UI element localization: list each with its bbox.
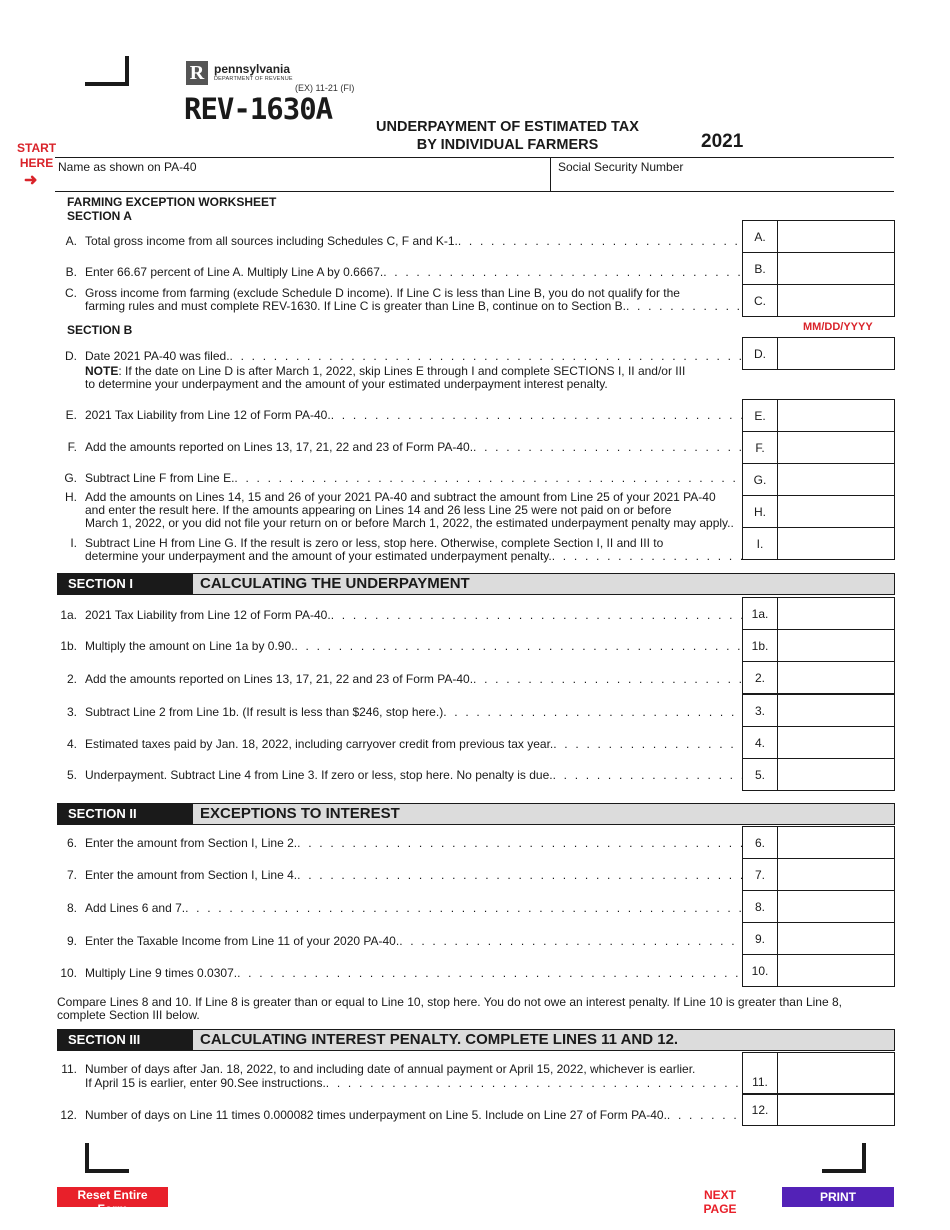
line-3-input[interactable] <box>779 696 893 725</box>
line-text: Subtract Line 2 from Line 1b. (If result is less than $246, stop here.) <box>85 706 444 719</box>
line-c-input[interactable] <box>779 286 893 315</box>
section-b-label: SECTION B <box>67 323 133 337</box>
box-label: 2. <box>743 662 778 693</box>
line-10-input[interactable] <box>779 956 893 985</box>
box-label: D. <box>743 338 778 369</box>
line-d-date-input[interactable] <box>779 339 893 368</box>
box-f <box>742 431 895 464</box>
line-id: 10. <box>60 966 77 980</box>
line-1b-input[interactable] <box>779 631 893 660</box>
line-text: Subtract Line H from Line G. If the result is zero or less, stop here. Otherwise, complete Section I, II and III to <box>85 536 664 550</box>
box-6 <box>742 826 895 859</box>
line-text: Enter the Taxable Income from Line 11 of your 2020 PA-40. <box>85 935 400 948</box>
line-text: Multiply Line 9 times 0.0307. <box>85 967 238 980</box>
dot-leader <box>443 706 745 719</box>
box-12 <box>742 1094 895 1126</box>
dot-leader <box>230 350 745 363</box>
line-id: 2. <box>66 672 77 686</box>
line-id: D. <box>65 349 77 363</box>
dot-leader <box>297 837 745 850</box>
line-a-input[interactable] <box>779 222 893 251</box>
form-title-line2: BY INDIVIDUAL FARMERS <box>416 137 599 153</box>
box-label: E. <box>743 400 778 431</box>
crop-mark-bottom-left <box>85 1143 129 1173</box>
box-c <box>742 284 895 317</box>
date-format-hint: MM/DD/YYYY <box>803 321 873 333</box>
box-label: 9. <box>743 923 778 954</box>
line-id: 12. <box>60 1108 77 1122</box>
line-text: Number of days on Line 11 times 0.000082 times underpayment on Line 5. Include on Line 27 of Form PA-40. <box>85 1109 667 1122</box>
box-e <box>742 399 895 432</box>
line-text: Enter the amount from Section I, Line 4. <box>85 869 298 882</box>
line-text: Add the amounts on Lines 14, 15 and 26 of your 2021 PA-40 and subtract the amount from Line 25 of your 2021 PA-40 <box>85 490 716 504</box>
dot-leader <box>473 441 745 454</box>
line-id: A. <box>65 234 77 248</box>
line-6-input[interactable] <box>779 828 893 857</box>
box-label: 8. <box>743 891 778 922</box>
line-4-input[interactable] <box>779 728 893 757</box>
section-a-label: SECTION A <box>67 209 132 223</box>
box-label: 12. <box>743 1095 778 1125</box>
line-text-2: and enter the result here. If the amounts appearing on Lines 14 and 26 less Line 25 were not paid on or before <box>85 503 672 517</box>
dot-leader <box>185 902 745 915</box>
line-id: 6. <box>66 836 77 850</box>
compare-instructions <box>57 996 895 1022</box>
here-word: HERE <box>19 156 54 170</box>
line-id: 5. <box>66 768 77 782</box>
section-2-heading: EXCEPTIONS TO INTEREST <box>200 805 400 822</box>
reset-form-button[interactable]: Reset Entire Form <box>57 1187 168 1207</box>
name-label: Name as shown on PA-40 <box>58 160 197 174</box>
line-id: F. <box>67 440 77 454</box>
line-id: 8. <box>66 901 77 915</box>
line-id: H. <box>65 490 77 504</box>
box-b <box>742 252 895 285</box>
line-text: Date 2021 PA-40 was filed. <box>85 350 230 363</box>
box-label: H. <box>743 496 778 527</box>
tax-year: 2021 <box>701 131 744 152</box>
box-label: A. <box>743 221 778 252</box>
line-text: Gross income from farming (exclude Schedule D income). If Line C is less than Line B, you do not qualify for the <box>85 286 680 300</box>
line-f-input[interactable] <box>779 433 893 462</box>
form-number: REV-1630A <box>184 92 333 126</box>
box-label: 7. <box>743 859 778 890</box>
box-10 <box>742 954 895 987</box>
dot-leader <box>383 266 745 279</box>
section-1-tag: SECTION I <box>58 574 193 594</box>
crop-mark-top-left <box>85 56 129 86</box>
box-g <box>742 463 895 496</box>
line-id: G. <box>64 471 77 485</box>
dot-leader <box>552 550 745 563</box>
dot-leader <box>237 967 745 980</box>
box-3 <box>742 694 895 727</box>
section-2-tag: SECTION II <box>58 804 193 824</box>
line-text-3: March 1, 2022, or you did not file your return on or before March 1, 2022, the estimated underpayment penalty may apply. <box>85 517 731 530</box>
revision-code: (EX) 11-21 (FI) <box>295 83 355 93</box>
box-d <box>742 337 895 370</box>
box-5 <box>742 758 895 791</box>
line-g-input[interactable] <box>779 465 893 494</box>
note-bold: NOTE <box>85 364 119 378</box>
box-7 <box>742 858 895 891</box>
box-label: 6. <box>743 827 778 858</box>
brand-subtitle: DEPARTMENT OF REVENUE <box>214 76 293 82</box>
line-e-input[interactable] <box>779 401 893 430</box>
box-1b <box>742 629 895 662</box>
section-3-heading: CALCULATING INTEREST PENALTY. COMPLETE LINES 11 AND 12. <box>200 1031 679 1048</box>
dot-leader <box>294 640 745 653</box>
box-h <box>742 495 895 528</box>
line-text: Number of days after Jan. 18, 2022, to and including date of annual payment or April 15, 2022, whichever is earlier. <box>85 1062 696 1076</box>
dot-leader <box>553 769 745 782</box>
line-id: 9. <box>66 934 77 948</box>
arrow-right-icon: ➜ <box>24 172 38 189</box>
box-label: 4. <box>743 727 778 758</box>
line-text: Enter the amount from Section I, Line 2. <box>85 837 298 850</box>
dot-leader <box>234 472 745 485</box>
section-1-heading: CALCULATING THE UNDERPAYMENT <box>200 575 470 592</box>
note-rest: : If the date on Line D is after March 1, 2022, skip Lines E through I and complete SECTIONS I, II and/or III <box>118 364 686 378</box>
line-id: E. <box>65 408 77 422</box>
dot-leader <box>331 409 745 422</box>
print-button[interactable]: PRINT <box>782 1187 894 1207</box>
box-4 <box>742 726 895 759</box>
line-text: Underpayment. Subtract Line 4 from Line 3. If zero or less, stop here. No penalty is due. <box>85 769 553 782</box>
line-id: 4. <box>66 737 77 751</box>
line-5-input[interactable] <box>779 760 893 789</box>
name-input[interactable] <box>58 175 543 191</box>
box-label: C. <box>743 285 778 316</box>
ssn-input[interactable] <box>558 175 888 191</box>
line-text: Subtract Line F from Line E. <box>85 472 235 485</box>
compare-line2: complete Section III below. <box>57 1008 200 1022</box>
keystone-logo-icon: R <box>186 61 208 85</box>
line-text: Add the amounts reported on Lines 13, 17, 21, 22 and 23 of Form PA-40. <box>85 673 474 686</box>
line-11-input[interactable] <box>779 1054 893 1092</box>
box-label: B. <box>743 253 778 284</box>
box-9 <box>742 922 895 955</box>
section-2-header <box>57 803 895 825</box>
box-label: 1a. <box>743 598 778 629</box>
box-i <box>742 527 895 560</box>
dot-leader <box>473 673 745 686</box>
crop-mark-bottom-right <box>822 1143 866 1173</box>
line-12-input[interactable] <box>779 1096 893 1124</box>
brand-name: pennsylvania <box>214 62 291 76</box>
dot-leader <box>667 1109 745 1122</box>
worksheet-title: FARMING EXCEPTION WORKSHEET <box>67 195 277 209</box>
line-text: Add the amounts reported on Lines 13, 17, 21, 22 and 23 of Form PA-40. <box>85 441 474 454</box>
line-2-input[interactable] <box>779 663 893 692</box>
dot-leader <box>626 300 745 313</box>
box-label: 3. <box>743 695 778 726</box>
section-3-tag: SECTION III <box>58 1030 193 1050</box>
start-here-label <box>17 141 56 171</box>
box-label: G. <box>743 464 778 495</box>
box-2 <box>742 661 895 694</box>
box-1a <box>742 597 895 630</box>
note-text <box>85 365 745 391</box>
line-b-input[interactable] <box>779 254 893 283</box>
line-text: 2021 Tax Liability from Line 12 of Form PA-40. <box>85 609 331 622</box>
compare-line1: Compare Lines 8 and 10. If Line 8 is greater than or equal to Line 10, stop here. You do not owe an interest penalty. If Line 10 is greater than Line 8, <box>57 995 842 1009</box>
line-text: Total gross income from all sources including Schedules C, F and K-1. <box>85 235 458 248</box>
dot-leader <box>326 1077 745 1090</box>
form-title <box>340 118 675 154</box>
dot-leader <box>458 235 745 248</box>
note-line2: to determine your underpayment and the amount of your estimated underpayment interest penalty. <box>85 377 608 391</box>
section-1-header <box>57 573 895 595</box>
line-text: Enter 66.67 percent of Line A. Multiply Line A by 0.6667. <box>85 266 384 279</box>
line-id: B. <box>65 265 77 279</box>
line-id: I. <box>70 536 77 550</box>
line-text-2: If April 15 is earlier, enter 90.See instructions. <box>85 1077 326 1090</box>
box-a <box>742 220 895 253</box>
line-text: Estimated taxes paid by Jan. 18, 2022, including carryover credit from previous tax year. <box>85 738 554 751</box>
line-8-input[interactable] <box>779 892 893 921</box>
line-text: Multiply the amount on Line 1a by 0.90. <box>85 640 295 653</box>
box-label: 11. <box>743 1053 778 1093</box>
line-id: 7. <box>66 868 77 882</box>
line-h-input[interactable] <box>779 497 893 526</box>
line-id: 1b. <box>60 639 77 653</box>
section-3-header <box>57 1029 895 1051</box>
line-text-2: determine your underpayment and the amount of your estimated underpayment penalty. <box>85 550 552 563</box>
line-text-2: farming rules and must complete REV-1630. If Line C is greater than Line B, continue on to Section B. <box>85 300 626 313</box>
box-label: 1b. <box>743 630 778 661</box>
dot-leader <box>297 869 745 882</box>
line-id: C. <box>65 286 77 300</box>
name-ssn-row <box>55 157 894 192</box>
dot-leader <box>331 609 745 622</box>
dot-leader <box>553 738 745 751</box>
box-8 <box>742 890 895 923</box>
line-7-input[interactable] <box>779 860 893 889</box>
box-label: 5. <box>743 759 778 790</box>
ssn-label: Social Security Number <box>558 160 684 174</box>
next-page-button[interactable]: NEXT PAGE <box>683 1187 757 1207</box>
box-label: I. <box>743 528 778 559</box>
line-9-input[interactable] <box>779 924 893 953</box>
line-text: Add Lines 6 and 7. <box>85 902 186 915</box>
line-text: 2021 Tax Liability from Line 12 of Form PA-40. <box>85 409 331 422</box>
line-1a-input[interactable] <box>779 599 893 628</box>
form-title-line1: UNDERPAYMENT OF ESTIMATED TAX <box>376 119 639 135</box>
name-ssn-divider <box>550 158 551 191</box>
box-label: 10. <box>743 955 778 986</box>
line-i-input[interactable] <box>779 529 893 558</box>
start-word: START <box>17 141 57 155</box>
dot-leader <box>399 935 745 948</box>
box-11 <box>742 1052 895 1094</box>
line-id: 1a. <box>60 608 77 622</box>
line-id: 11. <box>61 1062 77 1076</box>
line-id: 3. <box>66 705 77 719</box>
box-label: F. <box>743 432 778 463</box>
